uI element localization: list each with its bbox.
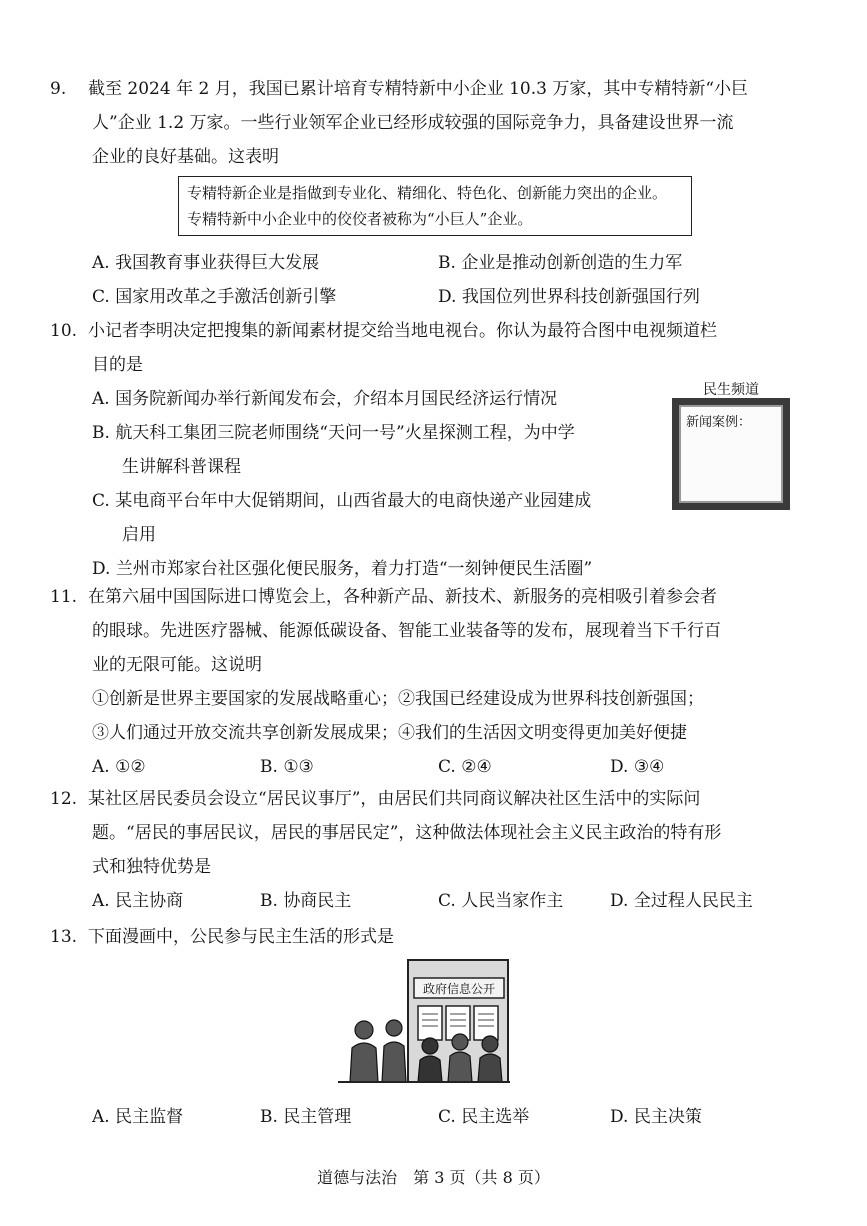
question-stem: 的眼球。先进医疗器械、能源低碳设备、智能工业装备等的发布，展现着当下千行百 <box>92 621 721 641</box>
option-a[interactable]: A. 民主协商 <box>92 891 184 911</box>
cartoon-sign-text: 政府信息公开 <box>422 982 496 996</box>
question-stem: 业的无限可能。这说明 <box>92 655 262 675</box>
option-c[interactable]: C. ②④ <box>438 757 492 777</box>
question-number: 11. <box>50 587 78 607</box>
option-d[interactable]: D. 全过程人民民主 <box>610 891 753 911</box>
question-number: 10. <box>50 321 78 341</box>
question-13 <box>50 920 810 954</box>
question-12 <box>50 782 810 918</box>
option-b-continued: 生讲解科普课程 <box>122 457 241 477</box>
tv-channel-illustration <box>670 380 792 512</box>
tv-screen <box>672 398 790 510</box>
option-b[interactable]: B. 航天科工集团三院老师围绕“天问一号”火星探测工程，为中学 <box>92 423 575 443</box>
question-stem: 人”企业 1.2 万家。一些行业领军企业已经形成较强的国际竞争力，具备建设世界一流 <box>92 113 734 133</box>
option-c-continued: 启用 <box>122 525 156 545</box>
tv-screen-label: 新闻案例： <box>686 415 752 430</box>
definition-line: 专精特新中小企业中的佼佼者被称为“小巨人”企业。 <box>187 210 533 228</box>
option-c[interactable]: C. 某电商平台年中大促销期间，山西省最大的电商快递产业园建成 <box>92 491 592 511</box>
tv-channel-title: 民生频道 <box>703 382 759 398</box>
option-a[interactable]: A. 民主监督 <box>92 1107 184 1127</box>
page-footer: 道德与法治 第 3 页（共 8 页） <box>317 1168 550 1187</box>
question-stem: 题。“居民的事居民议，居民的事居民定”，这种做法体现社会主义民主政治的特有形 <box>92 823 722 843</box>
option-d[interactable]: D. 我国位列世界科技创新强国行列 <box>438 287 700 307</box>
option-a[interactable]: A. 国务院新闻办举行新闻发布会，介绍本月国民经济运行情况 <box>92 389 558 409</box>
option-c[interactable]: C. 民主选举 <box>438 1107 530 1127</box>
option-a[interactable]: A. ①② <box>92 757 146 777</box>
option-c[interactable]: C. 国家用改革之手激活创新引擎 <box>92 287 337 307</box>
question-number: 13. <box>50 927 78 947</box>
option-b[interactable]: B. ①③ <box>260 757 314 777</box>
option-b[interactable]: B. 民主管理 <box>260 1107 352 1127</box>
question-9 <box>50 72 810 174</box>
question-stem: 目的是 <box>92 355 143 375</box>
options-q13 <box>50 1100 810 1134</box>
option-d[interactable]: D. 兰州市郑家台社区强化便民服务，着力打造“一刻钟便民生活圈” <box>92 559 593 579</box>
question-stem: 小记者李明决定把搜集的新闻素材提交给当地电视台。你认为最符合图中电视频道栏 <box>88 321 717 341</box>
option-c[interactable]: C. 人民当家作主 <box>438 891 564 911</box>
statement-line: ①创新是世界主要国家的发展战略重心；②我国已经建设成为世界科技创新强国； <box>92 689 704 709</box>
option-b[interactable]: B. 协商民主 <box>260 891 352 911</box>
question-stem: 在第六届中国国际进口博览会上，各种新产品、新技术、新服务的亮相吸引着参会者 <box>88 587 717 607</box>
cartoon-illustration <box>338 956 510 1088</box>
definition-box <box>178 176 692 236</box>
definition-line: 专精特新企业是指做到专业化、精细化、特色化、创新能力突出的企业。 <box>187 184 668 202</box>
option-a[interactable]: A. 我国教育事业获得巨大发展 <box>92 253 320 273</box>
question-number: 9. <box>50 79 67 99</box>
question-stem: 某社区居民委员会设立“居民议事厅”，由居民们共同商议解决社区生活中的实际问 <box>88 789 701 809</box>
option-d[interactable]: D. ③④ <box>610 757 665 777</box>
option-b[interactable]: B. 企业是推动创新创造的生力军 <box>438 253 683 273</box>
question-stem: 企业的良好基础。这表明 <box>92 147 279 167</box>
question-stem: 式和独特优势是 <box>92 857 211 877</box>
question-stem: 下面漫画中，公民参与民主生活的形式是 <box>88 927 394 947</box>
question-11 <box>50 580 810 784</box>
question-stem: 截至 2024 年 2 月，我国已累计培育专精特新中小企业 10.3 万家，其中专精特新“小巨 <box>88 79 749 99</box>
option-d[interactable]: D. 民主决策 <box>610 1107 702 1127</box>
statement-line: ③人们通过开放交流共享创新发展成果；④我们的生活因文明变得更加美好便捷 <box>92 723 687 743</box>
options-q9 <box>50 246 810 314</box>
question-number: 12. <box>50 789 78 809</box>
